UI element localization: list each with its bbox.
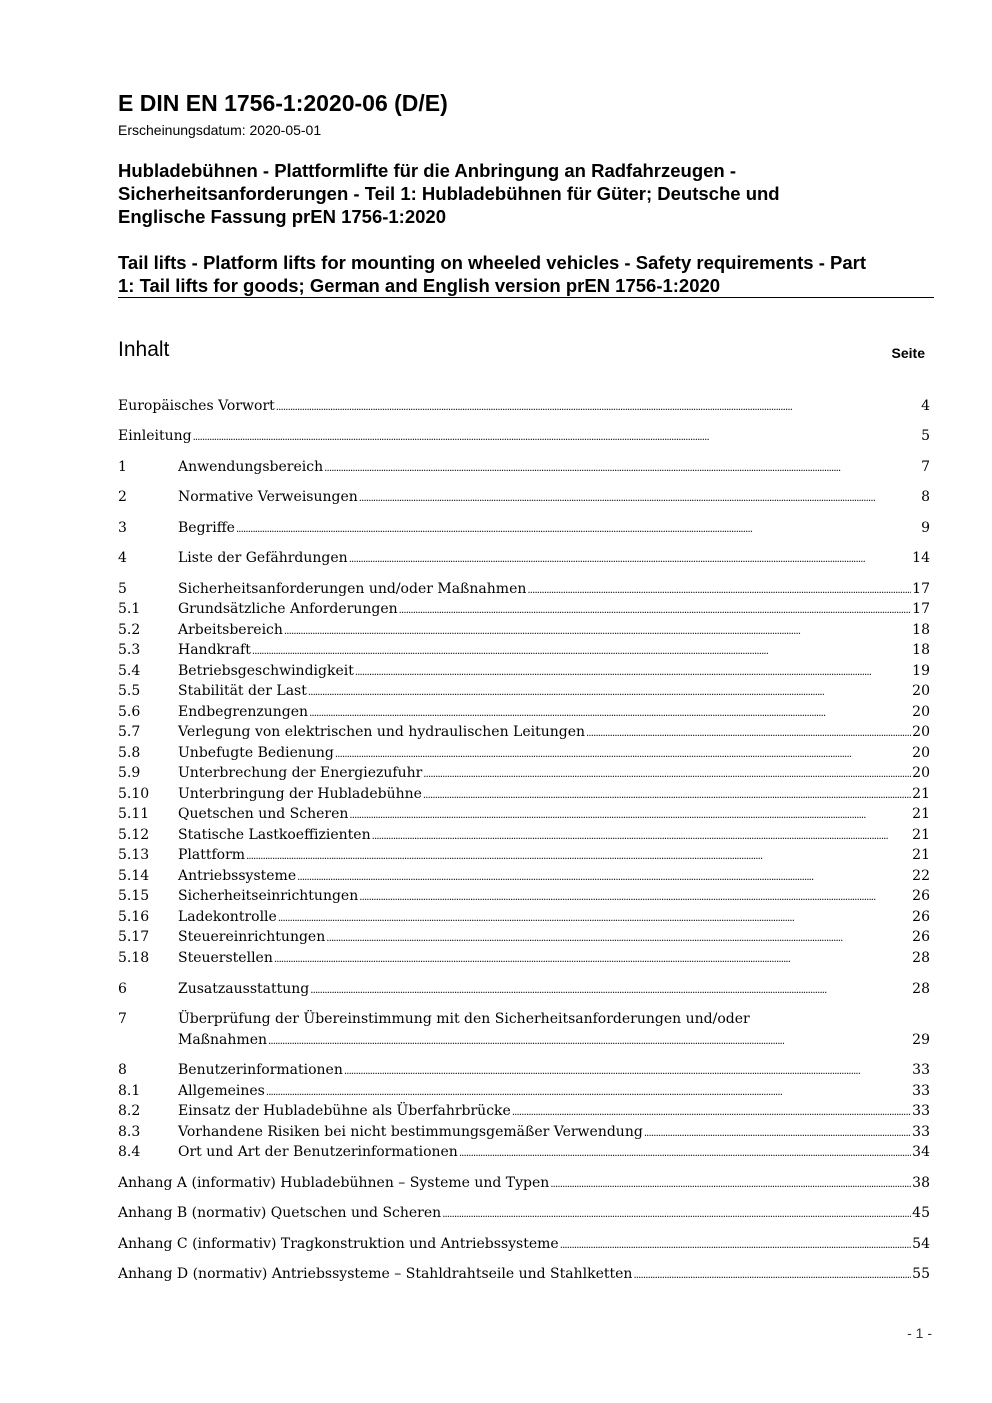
toc-entry[interactable]	[118, 1203, 930, 1223]
toc-entry-page: 45	[912, 1205, 930, 1221]
toc-entry-page: 26	[912, 888, 930, 904]
toc-entry-number: 8.1	[118, 1083, 141, 1099]
toc-entry[interactable]	[118, 784, 930, 804]
toc-entry-number: 1	[118, 459, 127, 475]
title-english-line: Tail lifts - Platform lifts for mounting on wheeled vehicles - Safety requirements - Part	[118, 252, 867, 273]
toc-entry-line	[178, 702, 930, 722]
toc-entry-number: 5.7	[118, 724, 141, 740]
toc-entry-number: 3	[118, 520, 127, 536]
toc-entry-line	[178, 825, 930, 845]
toc-entry[interactable]	[118, 548, 930, 568]
toc-entry-title: Unterbrechung der Energiezufuhr	[178, 765, 423, 781]
toc-leader-dots	[246, 847, 911, 867]
toc-entry-number: 6	[118, 981, 127, 997]
toc-leader-dots	[326, 929, 911, 949]
toc-entry-line	[178, 907, 930, 927]
toc-entry-line	[118, 1173, 930, 1193]
toc-entry-line	[118, 1203, 930, 1223]
title-german-line: Sicherheitsanforderungen - Teil 1: Hubladebühnen für Güter; Deutsche und	[118, 183, 780, 204]
toc-entry-title: Unbefugte Bedienung	[178, 745, 334, 761]
toc-entry-line	[178, 722, 930, 742]
toc-entry-page: 33	[912, 1062, 930, 1078]
toc-entry-page: 38	[912, 1175, 930, 1191]
toc-entry[interactable]	[118, 845, 930, 865]
toc-entry-line	[178, 1060, 930, 1080]
toc-entry-page: 7	[921, 459, 930, 475]
toc-entry-page: 34	[912, 1144, 930, 1160]
toc-leader-dots	[193, 428, 921, 448]
title-german-line: Englische Fassung prEN 1756-1:2020	[118, 206, 446, 227]
toc-entry-title: Stabilität der Last	[178, 683, 307, 699]
toc-leader-dots	[586, 724, 911, 744]
toc-leader-dots	[644, 1124, 911, 1144]
toc-entry[interactable]	[118, 763, 930, 783]
toc-entry-line	[178, 518, 930, 538]
toc-entry-page: 20	[912, 704, 930, 720]
toc-entry[interactable]	[118, 487, 930, 507]
toc-entry-title: Sicherheitseinrichtungen	[178, 888, 359, 904]
toc-entry-page: 20	[912, 765, 930, 781]
toc-entry-number: 5.8	[118, 745, 141, 761]
toc-entry-title: Begriffe	[178, 520, 235, 536]
toc-leader-dots	[359, 888, 911, 908]
toc-leader-dots	[274, 950, 911, 970]
toc-leader-dots	[355, 663, 911, 683]
toc-leader-dots	[310, 981, 911, 1001]
toc-entry[interactable]	[118, 518, 930, 538]
toc-entry-line	[178, 681, 930, 701]
toc-entry-title: Handkraft	[178, 642, 251, 658]
document-id: E DIN EN 1756-1:2020-06 (D/E)	[118, 90, 448, 116]
toc-entry-line	[178, 784, 930, 804]
toc-entry-page: 33	[912, 1103, 930, 1119]
toc-entry[interactable]	[118, 1264, 930, 1284]
toc-entry-number: 5.5	[118, 683, 141, 699]
toc-entry-title: Anwendungsbereich	[178, 459, 324, 475]
toc-entry[interactable]	[118, 1101, 930, 1121]
toc-entry[interactable]	[118, 396, 930, 416]
toc-entry-line	[178, 979, 930, 999]
toc-entry-line	[178, 661, 930, 681]
toc-entry-page: 33	[912, 1083, 930, 1099]
toc-entry-page: 17	[912, 601, 930, 617]
toc-entry-number: 8.3	[118, 1124, 141, 1140]
toc-entry-title: Einsatz der Hubladebühne als Überfahrbrücke	[178, 1103, 511, 1119]
toc-entry-line	[118, 396, 930, 416]
toc-leader-dots	[284, 622, 911, 642]
toc-entry-number: 2	[118, 489, 127, 505]
title-german-line: Hubladebühnen - Plattformlifte für die Anbringung an Radfahrzeugen -	[118, 160, 737, 181]
toc-entry-page: 9	[921, 520, 930, 536]
toc-entry[interactable]	[118, 702, 930, 722]
toc-entry-title: Ort und Art der Benutzerinformationen	[178, 1144, 458, 1160]
toc-entry[interactable]	[118, 681, 930, 701]
toc-entry[interactable]	[118, 927, 930, 947]
toc-entry-line	[178, 457, 930, 477]
toc-entry-line	[118, 1234, 930, 1254]
toc-entry[interactable]	[118, 804, 930, 824]
toc-leader-dots	[309, 704, 911, 724]
toc-entry-number: 5.11	[118, 806, 150, 822]
toc-entry-title: Allgemeines	[178, 1083, 265, 1099]
toc-entry-line	[178, 579, 930, 599]
toc-entry-line	[178, 599, 930, 619]
toc-entry-title: Einleitung	[118, 428, 192, 444]
toc-entry-title: Ladekontrolle	[178, 909, 277, 925]
toc-entry-number: 8	[118, 1062, 127, 1078]
toc-heading: Inhalt	[118, 338, 170, 361]
toc-entry-page: 20	[912, 683, 930, 699]
toc-leader-dots	[442, 1205, 911, 1225]
toc-entry[interactable]	[118, 743, 930, 763]
toc-leader-dots	[359, 489, 920, 509]
toc-entry-line	[178, 866, 930, 886]
toc-entry-number: 5.18	[118, 950, 150, 966]
toc-entry-line	[178, 763, 930, 783]
toc-entry[interactable]	[118, 1081, 930, 1101]
toc-entry-number: 5.9	[118, 765, 141, 781]
toc-entry-number: 4	[118, 550, 127, 566]
toc-entry-page: 18	[912, 642, 930, 658]
toc-entry-number: 5.3	[118, 642, 141, 658]
toc-leader-dots	[372, 827, 912, 847]
toc-entry-title: Verlegung von elektrischen und hydraulischen Leitungen	[178, 724, 586, 740]
toc-entry[interactable]	[118, 907, 930, 927]
toc-entry-title: Anhang A (informativ) Hubladebühnen – Systeme und Typen	[118, 1175, 550, 1191]
toc-entry-number: 5.1	[118, 601, 141, 617]
publication-date: Erscheinungsdatum: 2020-05-01	[118, 122, 322, 138]
toc-entry[interactable]	[118, 1009, 930, 1050]
toc-leader-dots	[276, 398, 920, 418]
toc-entry-page: 28	[912, 950, 930, 966]
toc-entry-line	[178, 1122, 930, 1142]
toc-entry[interactable]	[118, 620, 930, 640]
toc-entry-title: Vorhandene Risiken bei nicht bestimmungsgemäßer Verwendung	[178, 1124, 643, 1140]
toc-entry-line	[178, 886, 930, 906]
toc-entry-title: Statische Lastkoeffizienten	[178, 827, 371, 843]
toc-entry[interactable]	[118, 1142, 930, 1162]
toc-entry-page: 21	[912, 847, 930, 863]
title-english	[118, 251, 938, 297]
title-german	[118, 159, 938, 228]
toc-leader-dots	[423, 786, 911, 806]
toc-entry-number: 5.6	[118, 704, 141, 720]
toc-entry-page: 26	[912, 929, 930, 945]
toc-entry-line	[178, 948, 930, 968]
toc-entry-title: Plattform	[178, 847, 246, 863]
toc-leader-dots	[527, 581, 911, 601]
toc-leader-dots	[252, 642, 911, 662]
toc-leader-dots	[399, 601, 912, 621]
toc-entry-page: 4	[921, 398, 930, 414]
toc-leader-dots	[236, 520, 920, 540]
toc-entry-page: 20	[912, 745, 930, 761]
toc-entry-number: 5.4	[118, 663, 141, 679]
toc-entry-title: Maßnahmen	[178, 1032, 267, 1048]
toc-entry-title: Arbeitsbereich	[178, 622, 283, 638]
toc-entry-page: 33	[912, 1124, 930, 1140]
toc-entry-page: 21	[912, 827, 930, 843]
toc-entry-title: Quetschen und Scheren	[178, 806, 349, 822]
toc-entry-number: 5.12	[118, 827, 150, 843]
toc-entry[interactable]	[118, 1060, 930, 1080]
toc-entry-title: Sicherheitsanforderungen und/oder Maßnahmen	[178, 581, 527, 597]
toc-entry-title: Normative Verweisungen	[178, 489, 358, 505]
toc-leader-dots	[324, 459, 920, 479]
toc-entry-title: Antriebssysteme	[178, 868, 297, 884]
toc-entry-number: 8.4	[118, 1144, 141, 1160]
toc-entry-number: 5.17	[118, 929, 150, 945]
toc-entry-number: 5.10	[118, 786, 150, 802]
toc-entry-title: Steuereinrichtungen	[178, 929, 326, 945]
toc-entry-line	[178, 640, 930, 660]
toc-entry-line	[178, 1142, 930, 1162]
toc-entry[interactable]	[118, 457, 930, 477]
toc-entry-line	[178, 743, 930, 763]
toc-entry-line	[178, 1030, 930, 1050]
toc-entry[interactable]	[118, 1173, 930, 1193]
toc-entry[interactable]	[118, 661, 930, 681]
toc-entry-page: 5	[921, 428, 930, 444]
toc-entry-line	[178, 1081, 930, 1101]
toc-leader-dots	[266, 1083, 911, 1103]
toc-entry-number: 5.14	[118, 868, 150, 884]
toc-entry[interactable]	[118, 1122, 930, 1142]
toc-entry-number: 5.13	[118, 847, 150, 863]
toc-entry-number: 5.16	[118, 909, 150, 925]
toc-entry-line	[178, 620, 930, 640]
toc-entry-title: Unterbringung der Hubladebühne	[178, 786, 422, 802]
toc-entry[interactable]	[118, 948, 930, 968]
toc-entry-page: 19	[912, 663, 930, 679]
toc-entry-number: 5.15	[118, 888, 150, 904]
toc-entry-page: 55	[912, 1266, 930, 1282]
page-number: - 1 -	[907, 1325, 932, 1341]
toc-leader-dots	[423, 765, 911, 785]
toc-leader-dots	[560, 1236, 911, 1256]
toc-entry-line	[118, 1264, 930, 1284]
toc-leader-dots	[335, 745, 911, 765]
toc-leader-dots	[344, 1062, 911, 1082]
toc-entry-page: 8	[921, 489, 930, 505]
toc-entry[interactable]	[118, 426, 930, 446]
toc-entry-title: Betriebsgeschwindigkeit	[178, 663, 354, 679]
toc-entry-title: Anhang D (normativ) Antriebssysteme – Stahldrahtseile und Stahlketten	[118, 1266, 633, 1282]
title-divider	[118, 297, 934, 298]
toc-leader-dots	[349, 550, 911, 570]
toc-entry-number: 7	[118, 1011, 127, 1027]
toc-entry[interactable]	[118, 599, 930, 619]
toc-entry-number: 5.2	[118, 622, 141, 638]
toc-leader-dots	[297, 868, 911, 888]
toc-entry-number: 5	[118, 581, 127, 597]
toc-entry-page: 18	[912, 622, 930, 638]
toc-entry-page: 14	[912, 550, 930, 566]
toc-entry-line	[178, 487, 930, 507]
toc-entry-title: Benutzerinformationen	[178, 1062, 343, 1078]
toc-entry[interactable]	[118, 579, 930, 599]
toc-entry-page: 21	[912, 806, 930, 822]
toc-entry-title: Grundsätzliche Anforderungen	[178, 601, 398, 617]
toc-leader-dots	[550, 1175, 911, 1195]
title-english-line: 1: Tail lifts for goods; German and English version prEN 1756-1:2020	[118, 275, 721, 296]
toc-entry-title: Überprüfung der Übereinstimmung mit den Sicherheitsanforderungen und/oder	[178, 1011, 750, 1027]
toc-leader-dots	[268, 1032, 911, 1052]
toc-entry-title: Anhang C (informativ) Tragkonstruktion und Antriebssysteme	[118, 1236, 559, 1252]
toc-entry-title: Liste der Gefährdungen	[178, 550, 348, 566]
toc-leader-dots	[633, 1266, 911, 1286]
toc-entry-line	[178, 548, 930, 568]
toc-entry-title: Europäisches Vorwort	[118, 398, 275, 414]
toc-entry[interactable]	[118, 825, 930, 845]
toc-entry-page: 20	[912, 724, 930, 740]
toc-entry-page: 22	[912, 868, 930, 884]
toc-entry-line	[118, 426, 930, 446]
toc-entry-number: 8.2	[118, 1103, 141, 1119]
toc-entry-line	[178, 927, 930, 947]
toc-entry-page: 21	[912, 786, 930, 802]
toc-leader-dots	[308, 683, 911, 703]
toc-entry-line	[178, 845, 930, 865]
toc-leader-dots	[512, 1103, 911, 1123]
toc-entry-title: Steuerstellen	[178, 950, 273, 966]
toc-entry[interactable]	[118, 886, 930, 906]
toc-page-label: Seite	[891, 345, 925, 361]
toc-entry[interactable]	[118, 1234, 930, 1254]
toc-leader-dots	[278, 909, 911, 929]
toc-entry-page: 28	[912, 981, 930, 997]
toc-leader-dots	[349, 806, 911, 826]
toc-entry-page: 26	[912, 909, 930, 925]
toc-entry-title: Endbegrenzungen	[178, 704, 309, 720]
toc-entry-line	[178, 804, 930, 824]
toc-entry[interactable]	[118, 640, 930, 660]
toc-entry[interactable]	[118, 722, 930, 742]
toc-entry[interactable]	[118, 979, 930, 999]
toc-entry[interactable]	[118, 866, 930, 886]
toc-leader-dots	[459, 1144, 911, 1164]
toc-entry-page: 17	[912, 581, 930, 597]
toc-entry-line	[178, 1101, 930, 1121]
toc-entry-page: 54	[912, 1236, 930, 1252]
toc-entry-title: Zusatzausstattung	[178, 981, 310, 997]
toc-entry-title: Anhang B (normativ) Quetschen und Scheren	[118, 1205, 442, 1221]
toc-entry-page: 29	[912, 1032, 930, 1048]
